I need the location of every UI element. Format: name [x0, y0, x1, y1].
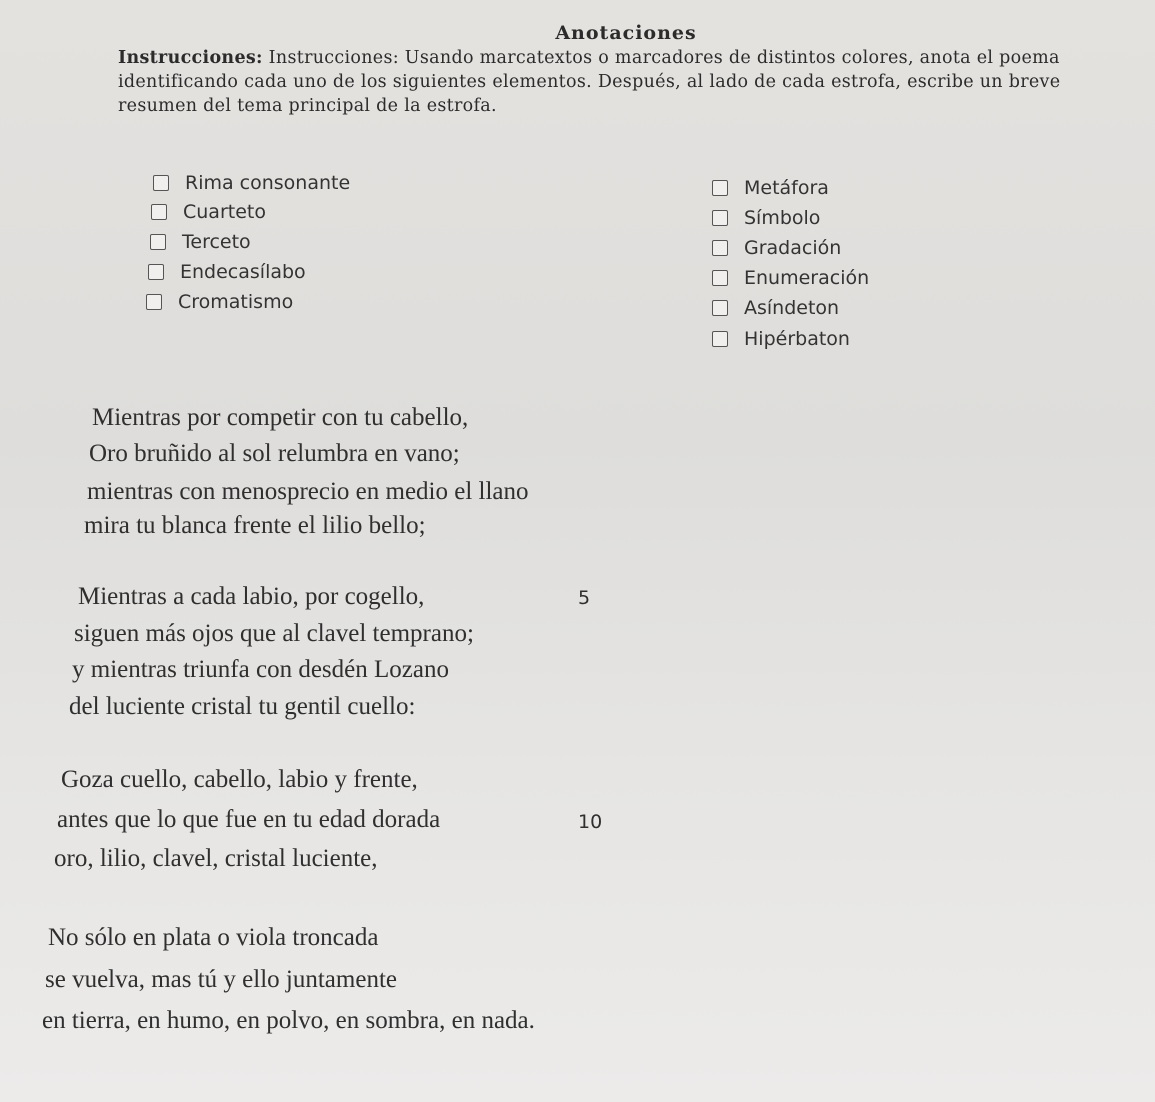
checklist-item-simbolo[interactable] [712, 207, 820, 229]
checkbox[interactable] [712, 300, 728, 316]
checkbox[interactable] [712, 240, 728, 256]
poem-line: No sólo en plata o viola troncada [48, 924, 379, 951]
poem-line: Oro bruñido al sol relumbra en vano; [89, 440, 460, 467]
checkbox[interactable] [148, 264, 164, 280]
poem-line: Mientras por competir con tu cabello, [92, 404, 469, 431]
checkbox[interactable] [712, 270, 728, 286]
instructions [118, 46, 1128, 118]
poem-line: se vuelva, mas tú y ello juntamente [45, 966, 397, 993]
checklist-item-hiperbaton[interactable] [712, 328, 850, 350]
checklist-item-endecasilabo[interactable] [148, 261, 306, 283]
checklist-item-cromatismo[interactable] [146, 291, 293, 313]
checklist-label: Símbolo [744, 207, 821, 229]
line-number: 10 [578, 811, 603, 833]
poem-line: mira tu blanca frente el lilio bello; [84, 512, 426, 539]
instructions-text: Instrucciones: Usando marcatextos o marcadores de distintos colores, anota el poema identificando cada uno de los siguientes elementos. Después, al lado de cada estrofa, escribe un breve resumen del tema principal de la estrofa. [118, 48, 1061, 116]
checklist-item-gradacion[interactable] [712, 237, 841, 259]
checklist-item-cuarteto[interactable] [151, 201, 266, 223]
checkbox[interactable] [712, 331, 728, 347]
checklist-label: Asíndeton [744, 297, 840, 319]
poem-line: antes que lo que fue en tu edad dorada [57, 806, 441, 833]
poem-line: siguen más ojos que al clavel temprano; [74, 620, 474, 647]
checklist-label: Rima consonante [185, 172, 351, 194]
checklist-item-terceto[interactable] [150, 231, 251, 253]
checkbox[interactable] [153, 175, 169, 191]
checkbox[interactable] [151, 204, 167, 220]
checklist-label: Cromatismo [178, 291, 294, 313]
poem-line: oro, lilio, clavel, cristal luciente, [54, 845, 378, 872]
page-title: Anotaciones [555, 22, 697, 44]
checklist-item-rima[interactable] [153, 172, 350, 194]
checklist-label: Cuarteto [183, 201, 266, 223]
checkbox[interactable] [150, 234, 166, 250]
checklist-item-asindeton[interactable] [712, 297, 839, 319]
checklist-label: Enumeración [744, 267, 870, 289]
checklist-label: Terceto [182, 231, 251, 253]
poem-line: y mientras triunfa con desdén Lozano [72, 656, 449, 683]
checklist-label: Endecasílabo [180, 261, 306, 283]
checklist-item-metafora[interactable] [712, 177, 829, 199]
poem-line: Mientras a cada labio, por cogello, [78, 583, 425, 610]
checkbox[interactable] [146, 294, 162, 310]
poem-line: mientras con menosprecio en medio el llano [87, 478, 529, 505]
checkbox[interactable] [712, 210, 728, 226]
checklist-label: Metáfora [744, 177, 829, 199]
checklist-label: Gradación [744, 237, 842, 259]
checklist-item-enumeracion[interactable] [712, 267, 869, 289]
checkbox[interactable] [712, 180, 728, 196]
checklist-label: Hipérbaton [744, 328, 850, 350]
instructions-label: Instrucciones: [118, 48, 263, 68]
line-number: 5 [578, 587, 591, 609]
poem-line: del luciente cristal tu gentil cuello: [69, 693, 416, 720]
poem-line: Goza cuello, cabello, labio y frente, [61, 766, 418, 793]
poem-line: en tierra, en humo, en polvo, en sombra, en nada. [42, 1007, 535, 1034]
